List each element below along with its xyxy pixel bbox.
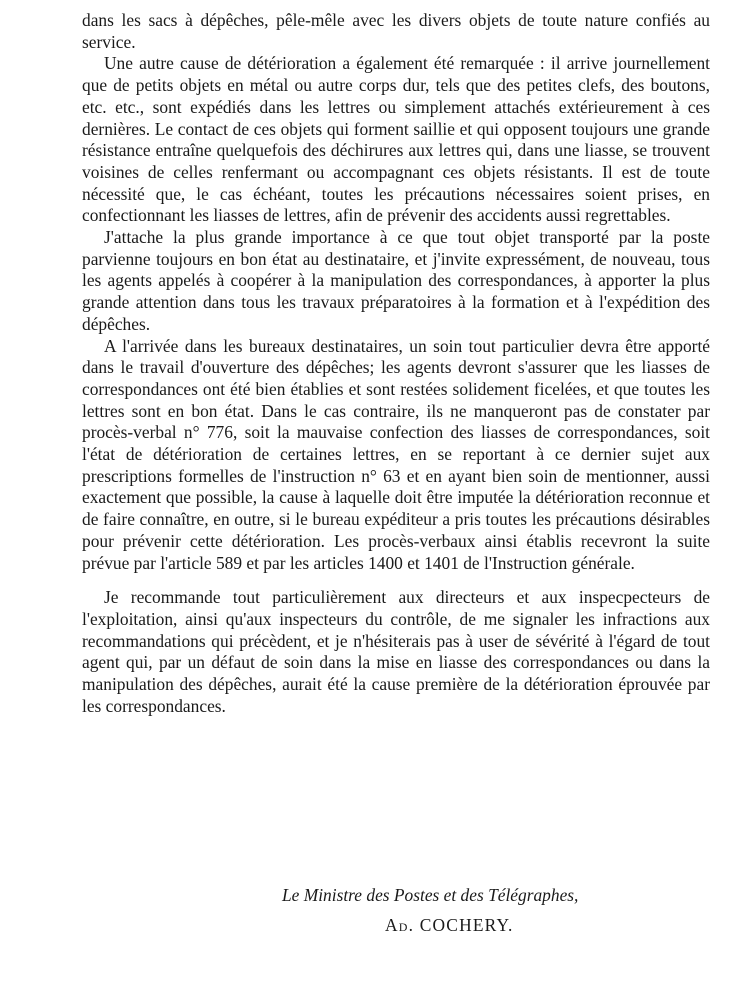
paragraph-deterioration-cause: Une autre cause de détérioration a également été remarquée : il arrive journellement que de petits objets en métal ou autre corps dur, tels que des petites clefs, des boutons, etc. etc., sont expédiés dans les lettres ou simplement attachés extérieurement à ces dernières. Le contact de ces objets qui forment saillie et qui opposent toujours une grande résistance entraîne quelquefois des déchirures aux lettres qui, dans une liasse, se trouvent voisines de celles renfermant ou accompagnant ces objets résistants. Il est de toute nécessité que, le cas échéant, toutes les précautions nécessaires soient prises, en confectionnant les liasses de lettres, afin de prévenir des accidents aussi regrettables. (82, 53, 710, 226)
paragraph-continuation: dans les sacs à dépêches, pêle-mêle avec les divers objets de toute nature confiés au service. (82, 10, 710, 52)
paragraph-recommendation: Je recommande tout particulièrement aux directeurs et aux inspecpecteurs de l'exploitation, ainsi qu'aux inspecteurs du contrôle, de me signaler les infractions aux recommandations qui précèdent, et je n'hésiterais pas à user de sévérité à l'égard de tout agent qui, par un défaut de soin dans la mise en liasse des correspondances ou dans la manipulation des dépêches, aurait été la cause première de la détérioration éprouvée par les correspondances. (82, 587, 710, 716)
document-body (82, 10, 710, 718)
signature-name: Ad. COCHERY. (385, 915, 514, 935)
signature-title: Le Ministre des Postes et des Télégraphes, (282, 885, 579, 905)
paragraph-importance: J'attache la plus grande importance à ce que tout objet transporté par la poste parvienne toujours en bon état au destinataire, et j'invite expressément, de nouveau, tous les agents appelés à coopérer à la manipulation des correspondances, à apporter la plus grande attention dans tous les travaux préparatoires à la formation et à l'expédition des dépêches. (82, 227, 710, 334)
paragraph-arrival: A l'arrivée dans les bureaux destinataires, un soin tout particulier devra être apporté dans le travail d'ouverture des dépêches; les agents devront s'assurer que les liasses de correspondances ont été bien établies et sont restées solidement ficelées, et que toutes les lettres sont en bon état. Dans le cas contraire, ils ne manqueront pas de constater par procès-verbal n° 776, soit la mauvaise confection des liasses de correspondances, soit l'état de détérioration de certaines lettres, en se reportant à ce dernier sujet aux prescriptions formelles de l'instruction n° 63 et en ayant bien soin de mentionner, aussi exactement que possible, la cause à laquelle doit être imputée la détérioration reconnue et de faire connaître, en outre, si le bureau expéditeur a pris toutes les précautions désirables pour prévenir cette détérioration. Les procès-verbaux ainsi établis recevront la suite prévue par l'article 589 et par les articles 1400 et 1401 de l'Instruction générale. (82, 335, 710, 573)
